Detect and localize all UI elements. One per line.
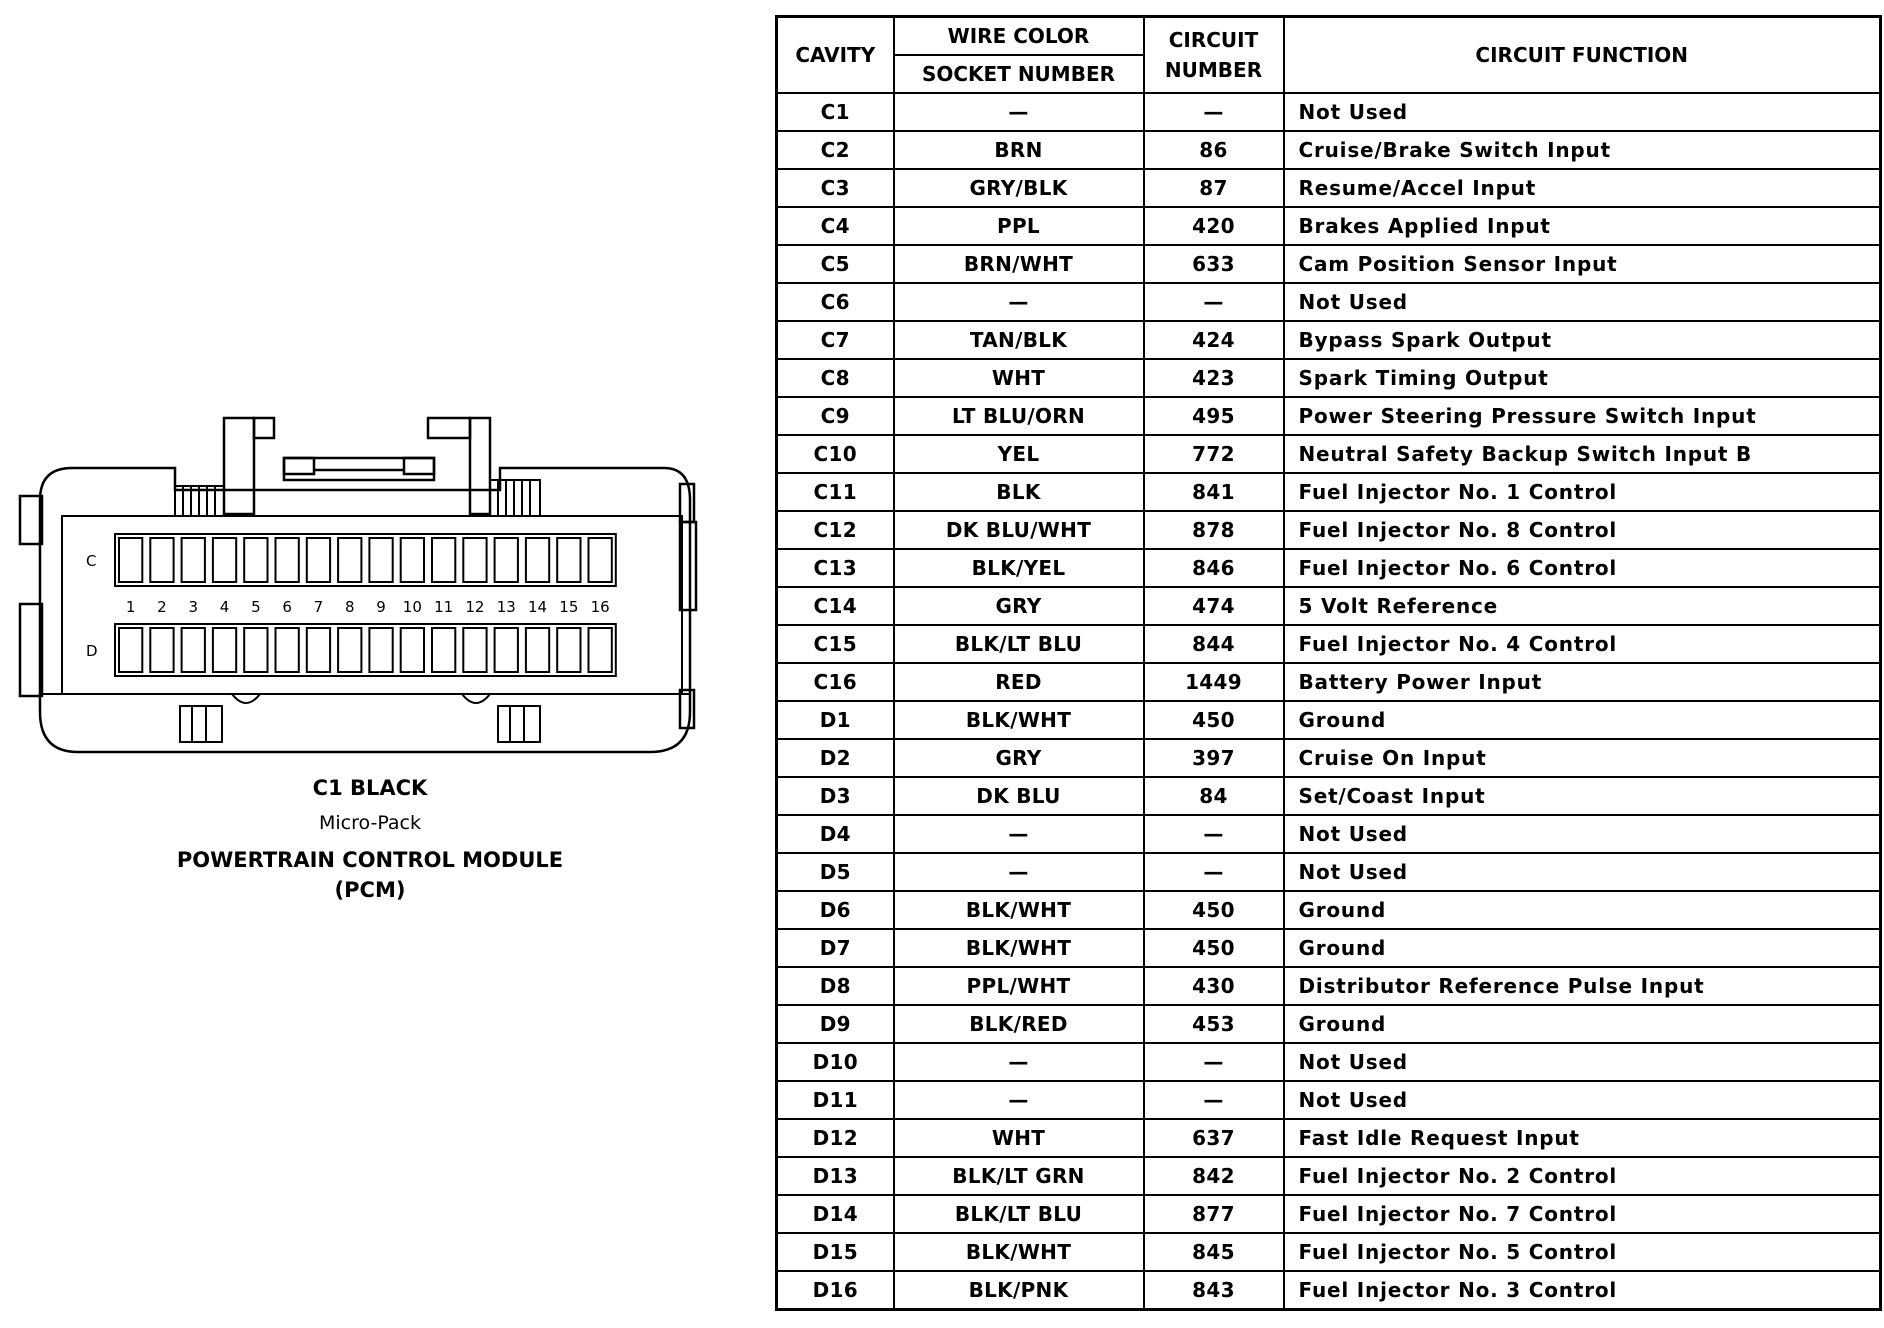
pin-number-label: 1 [125, 598, 136, 616]
circuit-function-cell: Power Steering Pressure Switch Input [1284, 397, 1881, 435]
latch-post-right [470, 418, 490, 514]
cavity-socket [526, 538, 549, 582]
table-row [777, 929, 1881, 967]
cavity-socket [495, 628, 518, 672]
cavity-socket [150, 628, 173, 672]
pinout-table [775, 15, 1882, 1311]
left-tab-lower [20, 604, 42, 696]
wire-color-cell: BLK/RED [894, 1005, 1144, 1043]
circuit-number-cell: 633 [1144, 245, 1284, 283]
circuit-number-cell: — [1144, 93, 1284, 131]
circuit-function-cell: Not Used [1284, 1043, 1881, 1081]
connector-name: C1 BLACK [312, 776, 428, 800]
cavity-socket [589, 628, 612, 672]
wire-color-cell: GRY [894, 739, 1144, 777]
header-circuit-number: CIRCUIT NUMBER [1144, 17, 1284, 94]
table-row [777, 131, 1881, 169]
bottom-lock-right [498, 706, 540, 742]
cavity-socket [307, 538, 330, 582]
header-socket-number: SOCKET NUMBER [894, 55, 1144, 93]
circuit-function-cell: Fuel Injector No. 1 Control [1284, 473, 1881, 511]
circuit-number-cell: 637 [1144, 1119, 1284, 1157]
wire-color-cell: TAN/BLK [894, 321, 1144, 359]
cavity-socket [150, 538, 173, 582]
circuit-number-cell: 86 [1144, 131, 1284, 169]
pin-number-label: 4 [219, 598, 230, 616]
wire-color-cell: — [894, 93, 1144, 131]
circuit-function-cell: Set/Coast Input [1284, 777, 1881, 815]
circuit-number-cell: 772 [1144, 435, 1284, 473]
header-wire-color: WIRE COLOR [894, 17, 1144, 56]
circuit-function-cell: Resume/Accel Input [1284, 169, 1881, 207]
latch-bar-left [284, 458, 314, 474]
circuit-function-cell: Cruise On Input [1284, 739, 1881, 777]
cavity-cell: D6 [777, 891, 894, 929]
cavity-socket [276, 628, 299, 672]
rib-right [490, 480, 540, 516]
wire-color-cell: BLK [894, 473, 1144, 511]
cavity-cell: D1 [777, 701, 894, 739]
cavity-socket [589, 538, 612, 582]
table-row [777, 93, 1881, 131]
cavity-cell: C14 [777, 587, 894, 625]
cavity-socket [369, 538, 392, 582]
cavity-cell: C9 [777, 397, 894, 435]
wire-color-cell: BRN [894, 131, 1144, 169]
circuit-number-cell: 878 [1144, 511, 1284, 549]
cavity-row-d [115, 624, 616, 676]
wire-color-cell: RED [894, 663, 1144, 701]
cavity-cell: D5 [777, 853, 894, 891]
table-row [777, 777, 1881, 815]
cavity-cell: C15 [777, 625, 894, 663]
cavity-cell: D8 [777, 967, 894, 1005]
latch-post-right-cap [428, 418, 470, 438]
circuit-number-cell: 842 [1144, 1157, 1284, 1195]
pin-number-label: 2 [157, 598, 167, 616]
circuit-function-cell: Ground [1284, 1005, 1881, 1043]
circuit-function-cell: Fuel Injector No. 4 Control [1284, 625, 1881, 663]
cavity-cell: C16 [777, 663, 894, 701]
cavity-cell: C1 [777, 93, 894, 131]
wire-color-cell: BLK/WHT [894, 929, 1144, 967]
table-row [777, 169, 1881, 207]
cavity-socket [557, 538, 580, 582]
circuit-number-cell: — [1144, 1081, 1284, 1119]
pin-number-label: 14 [528, 598, 548, 616]
circuit-number-cell: 450 [1144, 891, 1284, 929]
pin-number-label: 6 [282, 598, 292, 616]
wire-color-cell: PPL [894, 207, 1144, 245]
cavity-cell: C10 [777, 435, 894, 473]
wire-color-cell: BLK/WHT [894, 701, 1144, 739]
circuit-function-cell: Spark Timing Output [1284, 359, 1881, 397]
table-row [777, 435, 1881, 473]
circuit-number-cell: 84 [1144, 777, 1284, 815]
left-tab-upper [20, 496, 42, 544]
cavity-cell: D4 [777, 815, 894, 853]
wire-color-cell: — [894, 815, 1144, 853]
pin-number-label: 11 [434, 598, 454, 616]
table-row [777, 473, 1881, 511]
cavity-socket [213, 538, 236, 582]
wire-color-cell: — [894, 1081, 1144, 1119]
cavity-socket [369, 628, 392, 672]
pin-number-label: 8 [344, 598, 355, 616]
circuit-function-cell: Distributor Reference Pulse Input [1284, 967, 1881, 1005]
wire-color-cell: WHT [894, 1119, 1144, 1157]
circuit-function-cell: Bypass Spark Output [1284, 321, 1881, 359]
table-row [777, 1195, 1881, 1233]
circuit-function-cell: Neutral Safety Backup Switch Input B [1284, 435, 1881, 473]
circuit-function-cell: Ground [1284, 929, 1881, 967]
circuit-function-cell: Cruise/Brake Switch Input [1284, 131, 1881, 169]
circuit-number-cell: 474 [1144, 587, 1284, 625]
wire-color-cell: YEL [894, 435, 1144, 473]
table-row [777, 321, 1881, 359]
cavity-socket [119, 628, 142, 672]
cavity-socket [182, 628, 205, 672]
module-abbreviation: (PCM) [334, 878, 406, 902]
cavity-cell: D3 [777, 777, 894, 815]
circuit-number-cell: 420 [1144, 207, 1284, 245]
table-row [777, 549, 1881, 587]
circuit-number-cell: 841 [1144, 473, 1284, 511]
bottom-lock-left [180, 706, 222, 742]
cavity-cell: C5 [777, 245, 894, 283]
circuit-number-cell: 453 [1144, 1005, 1284, 1043]
table-row [777, 397, 1881, 435]
circuit-number-cell: — [1144, 815, 1284, 853]
circuit-number-cell: 843 [1144, 1271, 1284, 1310]
wire-color-cell: BRN/WHT [894, 245, 1144, 283]
cavity-socket [119, 538, 142, 582]
cavity-socket [463, 628, 486, 672]
cavity-cell: D13 [777, 1157, 894, 1195]
circuit-function-cell: Battery Power Input [1284, 663, 1881, 701]
pin-number-label: 7 [313, 598, 324, 616]
cavity-socket [213, 628, 236, 672]
cavity-cell: D10 [777, 1043, 894, 1081]
cavity-cell: D14 [777, 1195, 894, 1233]
cavity-socket [463, 538, 486, 582]
table-row [777, 967, 1881, 1005]
cavity-cell: C2 [777, 131, 894, 169]
wire-color-cell: DK BLU [894, 777, 1144, 815]
circuit-function-cell: Ground [1284, 891, 1881, 929]
latch-post-left-cap [254, 418, 274, 438]
wire-color-cell: LT BLU/ORN [894, 397, 1144, 435]
table-row [777, 207, 1881, 245]
circuit-number-cell: 877 [1144, 1195, 1284, 1233]
table-row [777, 359, 1881, 397]
wire-color-cell: BLK/WHT [894, 1233, 1144, 1271]
pin-number-label: 15 [559, 598, 579, 616]
wire-color-cell: BLK/LT BLU [894, 1195, 1144, 1233]
cavity-socket [401, 538, 424, 582]
table-row [777, 511, 1881, 549]
cavity-cell: C8 [777, 359, 894, 397]
cavity-socket [432, 628, 455, 672]
circuit-number-cell: — [1144, 283, 1284, 321]
wire-color-cell: WHT [894, 359, 1144, 397]
cavity-socket [276, 538, 299, 582]
wire-color-cell: BLK/YEL [894, 549, 1144, 587]
circuit-function-cell: Ground [1284, 701, 1881, 739]
cavity-socket [244, 538, 267, 582]
circuit-number-cell: 1449 [1144, 663, 1284, 701]
circuit-function-cell: Not Used [1284, 1081, 1881, 1119]
cavity-cell: D7 [777, 929, 894, 967]
cavity-cell: D9 [777, 1005, 894, 1043]
circuit-function-cell: Not Used [1284, 815, 1881, 853]
cavity-socket [526, 628, 549, 672]
wire-color-cell: DK BLU/WHT [894, 511, 1144, 549]
wire-color-cell: GRY [894, 587, 1144, 625]
pin-number-label: 10 [402, 598, 422, 616]
latch-post-left [224, 418, 254, 514]
row-label: C [86, 552, 97, 570]
circuit-number-cell: — [1144, 853, 1284, 891]
table-row [777, 663, 1881, 701]
circuit-function-cell: Not Used [1284, 93, 1881, 131]
cavity-socket [307, 628, 330, 672]
circuit-function-cell: Fuel Injector No. 8 Control [1284, 511, 1881, 549]
cavity-row-c [115, 534, 616, 586]
circuit-function-cell: Fuel Injector No. 7 Control [1284, 1195, 1881, 1233]
table-row [777, 1081, 1881, 1119]
pin-number-label: 16 [590, 598, 610, 616]
circuit-number-cell: 450 [1144, 929, 1284, 967]
header-cavity: CAVITY [777, 17, 894, 94]
pin-number-label: 13 [496, 598, 516, 616]
pin-number-label: 3 [188, 598, 199, 616]
cavity-cell: D12 [777, 1119, 894, 1157]
circuit-number-cell: 424 [1144, 321, 1284, 359]
cavity-cell: C7 [777, 321, 894, 359]
cavity-cell: D11 [777, 1081, 894, 1119]
latch-bar-right [404, 458, 434, 474]
cavity-cell: C11 [777, 473, 894, 511]
cavity-socket [182, 538, 205, 582]
table-row [777, 1271, 1881, 1310]
circuit-number-cell: 495 [1144, 397, 1284, 435]
cavity-socket [495, 538, 518, 582]
cavity-socket [244, 628, 267, 672]
pin-number-label: 12 [465, 598, 485, 616]
cavity-cell: D15 [777, 1233, 894, 1271]
table-row [777, 739, 1881, 777]
table-row [777, 245, 1881, 283]
pin-number-label: 9 [376, 598, 386, 616]
connector-type: Micro-Pack [318, 812, 422, 834]
connector-drawing [0, 0, 760, 780]
table-row [777, 1043, 1881, 1081]
wire-color-cell: BLK/PNK [894, 1271, 1144, 1310]
circuit-function-cell: Fuel Injector No. 5 Control [1284, 1233, 1881, 1271]
circuit-function-cell: Fuel Injector No. 6 Control [1284, 549, 1881, 587]
circuit-number-cell: 846 [1144, 549, 1284, 587]
circuit-number-cell: 423 [1144, 359, 1284, 397]
circuit-function-cell: 5 Volt Reference [1284, 587, 1881, 625]
cavity-cell: C3 [777, 169, 894, 207]
table-row [777, 701, 1881, 739]
table-row [777, 853, 1881, 891]
cavity-cell: C12 [777, 511, 894, 549]
cavity-cell: D16 [777, 1271, 894, 1310]
module-name: POWERTRAIN CONTROL MODULE [176, 848, 564, 872]
table-row [777, 1233, 1881, 1271]
wire-color-cell: BLK/LT BLU [894, 625, 1144, 663]
wire-color-cell: GRY/BLK [894, 169, 1144, 207]
circuit-function-cell: Cam Position Sensor Input [1284, 245, 1881, 283]
wire-color-cell: — [894, 1043, 1144, 1081]
cavity-socket [432, 538, 455, 582]
table-row [777, 1005, 1881, 1043]
wire-color-cell: BLK/WHT [894, 891, 1144, 929]
circuit-function-cell: Fuel Injector No. 2 Control [1284, 1157, 1881, 1195]
row-label: D [86, 642, 98, 660]
cavity-socket [557, 628, 580, 672]
circuit-function-cell: Fast Idle Request Input [1284, 1119, 1881, 1157]
cavity-socket [338, 628, 361, 672]
pin-number-label: 5 [251, 598, 261, 616]
wire-color-cell: — [894, 853, 1144, 891]
cavity-socket [401, 628, 424, 672]
circuit-function-cell: Not Used [1284, 283, 1881, 321]
circuit-function-cell: Not Used [1284, 853, 1881, 891]
circuit-number-cell: 87 [1144, 169, 1284, 207]
circuit-number-cell: 450 [1144, 701, 1284, 739]
table-row [777, 587, 1881, 625]
circuit-number-cell: 397 [1144, 739, 1284, 777]
table-row [777, 891, 1881, 929]
circuit-number-cell: 845 [1144, 1233, 1284, 1271]
table-row [777, 283, 1881, 321]
circuit-number-cell: 844 [1144, 625, 1284, 663]
cavity-cell: D2 [777, 739, 894, 777]
wire-color-cell: PPL/WHT [894, 967, 1144, 1005]
table-row [777, 815, 1881, 853]
wire-color-cell: BLK/LT GRN [894, 1157, 1144, 1195]
table-row [777, 1157, 1881, 1195]
connector-figure [0, 0, 760, 1328]
circuit-function-cell: Fuel Injector No. 3 Control [1284, 1271, 1881, 1310]
circuit-function-cell: Brakes Applied Input [1284, 207, 1881, 245]
cavity-cell: C6 [777, 283, 894, 321]
circuit-number-cell: — [1144, 1043, 1284, 1081]
circuit-number-cell: 430 [1144, 967, 1284, 1005]
header-circuit-function: CIRCUIT FUNCTION [1284, 17, 1881, 94]
cavity-cell: C4 [777, 207, 894, 245]
cavity-cell: C13 [777, 549, 894, 587]
wire-color-cell: — [894, 283, 1144, 321]
table-row [777, 1119, 1881, 1157]
table-row [777, 625, 1881, 663]
cavity-socket [338, 538, 361, 582]
right-tab-bottom [680, 690, 694, 728]
